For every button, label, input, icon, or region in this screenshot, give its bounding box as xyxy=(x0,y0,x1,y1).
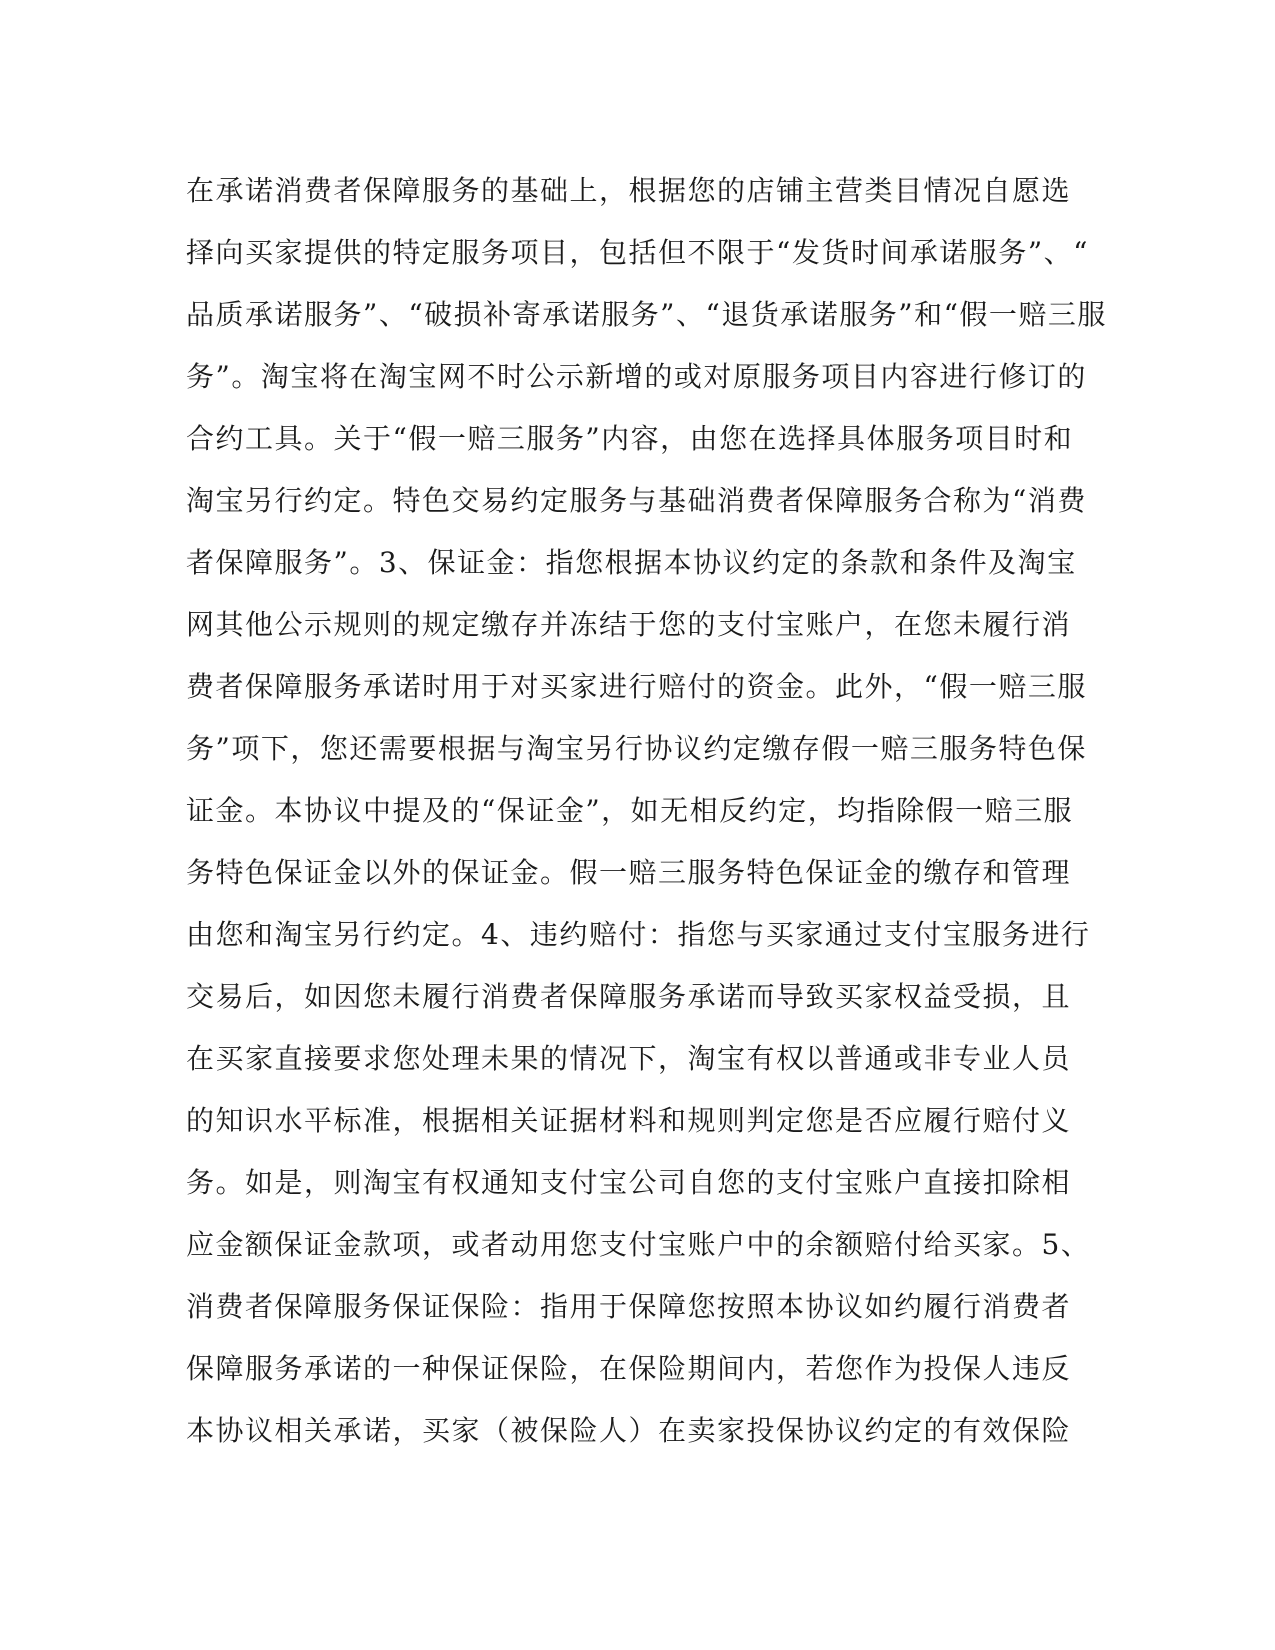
text-line: 应金额保证金款项，或者动用您支付宝账户中的余额赔付给买家。5、 xyxy=(186,1228,1091,1261)
text-line: 消费者保障服务保证保险：指用于保障您按照本协议如约履行消费者 xyxy=(186,1290,1072,1323)
text-line: 保障服务承诺的一种保证保险，在保险期间内，若您作为投保人违反 xyxy=(186,1352,1072,1385)
text-line: 的知识水平标准，根据相关证据材料和规则判定您是否应履行赔付义 xyxy=(186,1104,1072,1137)
body-text xyxy=(186,160,1107,1462)
text-line: 择向买家提供的特定服务项目，包括但不限于“发货时间承诺服务”、“ xyxy=(186,236,1089,269)
text-line: 务”。淘宝将在淘宝网不时公示新增的或对原服务项目内容进行修订的 xyxy=(186,360,1087,393)
text-line: 品质承诺服务”、“破损补寄承诺服务”、“退货承诺服务”和“假一赔三服 xyxy=(186,298,1107,331)
text-line: 交易后，如因您未履行消费者保障服务承诺而导致买家权益受损，且 xyxy=(186,980,1072,1013)
text-line: 者保障服务”。3、保证金：指您根据本协议约定的条款和条件及淘宝 xyxy=(186,546,1077,579)
text-line: 证金。本协议中提及的“保证金”，如无相反约定，均指除假一赔三服 xyxy=(186,794,1074,827)
text-line: 网其他公示规则的规定缴存并冻结于您的支付宝账户，在您未履行消 xyxy=(186,608,1072,641)
text-line: 由您和淘宝另行约定。4、违约赔付：指您与买家通过支付宝服务进行 xyxy=(186,918,1091,951)
text-line: 务”项下，您还需要根据与淘宝另行协议约定缴存假一赔三服务特色保 xyxy=(186,732,1087,765)
text-line: 在买家直接要求您处理未果的情况下，淘宝有权以普通或非专业人员 xyxy=(186,1042,1072,1075)
text-line: 费者保障服务承诺时用于对买家进行赔付的资金。此外，“假一赔三服 xyxy=(186,670,1087,703)
text-line: 合约工具。关于“假一赔三服务”内容，由您在选择具体服务项目时和 xyxy=(186,422,1074,455)
text-line: 务特色保证金以外的保证金。假一赔三服务特色保证金的缴存和管理 xyxy=(186,856,1072,889)
text-line: 在承诺消费者保障服务的基础上，根据您的店铺主营类目情况自愿选 xyxy=(186,174,1072,207)
text-line: 本协议相关承诺，买家（被保险人）在卖家投保协议约定的有效保险 xyxy=(186,1414,1072,1447)
text-line: 淘宝另行约定。特色交易约定服务与基础消费者保障服务合称为“消费 xyxy=(186,484,1087,517)
text-line: 务。如是，则淘宝有权通知支付宝公司自您的支付宝账户直接扣除相 xyxy=(186,1166,1072,1199)
